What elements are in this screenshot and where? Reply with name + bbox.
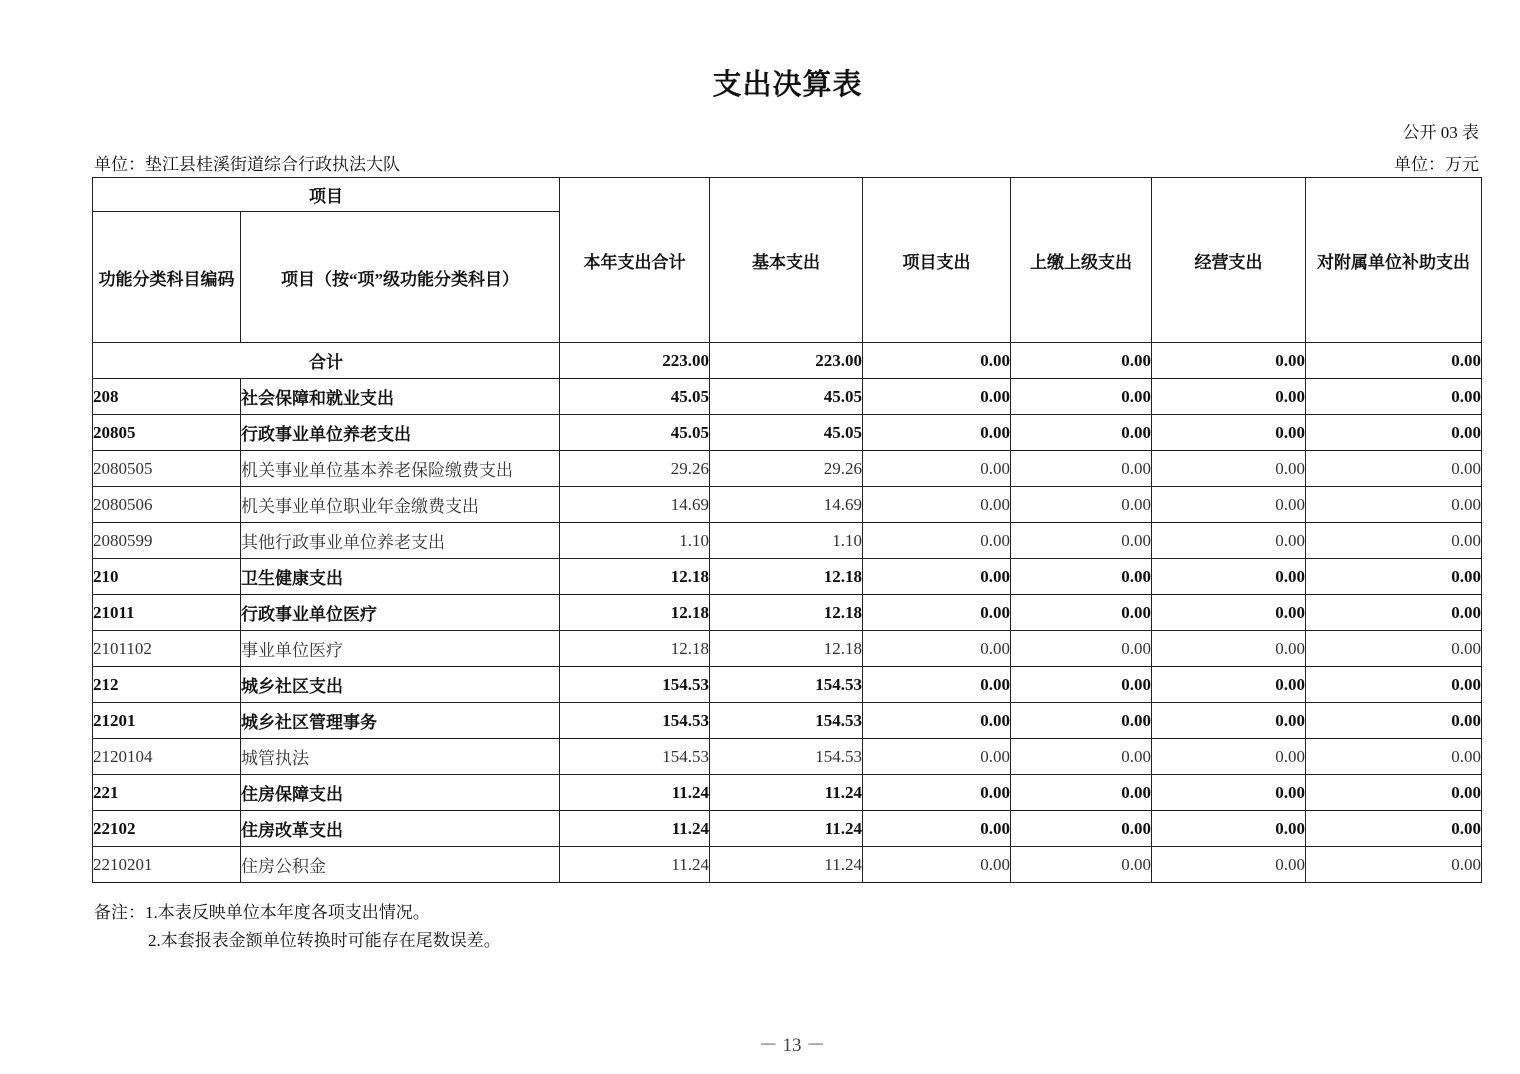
- amount-cell: 0.00: [1152, 415, 1306, 451]
- function-name-cell: 卫生健康支出: [241, 559, 560, 595]
- function-code-cell: 2120104: [93, 739, 241, 775]
- amount-cell: 12.18: [710, 559, 863, 595]
- amount-cell: 0.00: [863, 631, 1011, 667]
- header-group-project: 项目: [93, 178, 560, 212]
- table-row: [93, 523, 1482, 559]
- amount-cell: 0.00: [1011, 811, 1152, 847]
- table-row: [93, 667, 1482, 703]
- header-operating-expenditure: 经营支出: [1152, 178, 1306, 343]
- amount-cell: 0.00: [1306, 523, 1482, 559]
- total-cell: 223.00: [710, 343, 863, 379]
- amount-cell: 11.24: [560, 847, 710, 883]
- amount-cell: 0.00: [863, 523, 1011, 559]
- amount-cell: 12.18: [710, 595, 863, 631]
- amount-cell: 0.00: [1306, 703, 1482, 739]
- table-row: [93, 631, 1482, 667]
- amount-cell: 11.24: [560, 775, 710, 811]
- amount-cell: 0.00: [1011, 523, 1152, 559]
- amount-cell: 45.05: [560, 415, 710, 451]
- amount-cell: 0.00: [863, 379, 1011, 415]
- amount-cell: 0.00: [1011, 595, 1152, 631]
- amount-cell: 0.00: [1011, 703, 1152, 739]
- function-code-cell: 21201: [93, 703, 241, 739]
- amount-cell: 0.00: [863, 451, 1011, 487]
- currency-unit: 单位：万元: [1394, 155, 1479, 174]
- amount-cell: 0.00: [863, 703, 1011, 739]
- function-name-cell: 行政事业单位医疗: [241, 595, 560, 631]
- amount-cell: 45.05: [710, 415, 863, 451]
- amount-cell: 11.24: [710, 775, 863, 811]
- amount-cell: 0.00: [863, 559, 1011, 595]
- page-title: 支出决算表: [712, 69, 863, 101]
- function-name-cell: 城乡社区管理事务: [241, 703, 560, 739]
- function-code-cell: 22102: [93, 811, 241, 847]
- function-name-cell: 城管执法: [241, 739, 560, 775]
- amount-cell: 1.10: [710, 523, 863, 559]
- reporting-unit: 单位：垫江县桂溪街道综合行政执法大队: [94, 155, 400, 174]
- header-remit-superior: 上缴上级支出: [1011, 178, 1152, 343]
- amount-cell: 0.00: [1011, 379, 1152, 415]
- amount-cell: 0.00: [1306, 811, 1482, 847]
- amount-cell: 0.00: [1011, 559, 1152, 595]
- header-basic-expenditure: 基本支出: [710, 178, 863, 343]
- amount-cell: 154.53: [710, 739, 863, 775]
- amount-cell: 0.00: [1011, 775, 1152, 811]
- function-code-cell: 212: [93, 667, 241, 703]
- amount-cell: 0.00: [1011, 667, 1152, 703]
- header-subsidy-affiliates: 对附属单位补助支出: [1306, 178, 1482, 343]
- total-cell: 0.00: [1011, 343, 1152, 379]
- table-row: [93, 775, 1482, 811]
- amount-cell: 0.00: [1152, 847, 1306, 883]
- table-row: [93, 451, 1482, 487]
- function-name-cell: 住房公积金: [241, 847, 560, 883]
- function-code-cell: 208: [93, 379, 241, 415]
- amount-cell: 0.00: [1306, 775, 1482, 811]
- amount-cell: 0.00: [863, 847, 1011, 883]
- table-row: [93, 811, 1482, 847]
- table-row: [93, 739, 1482, 775]
- table-row: [93, 595, 1482, 631]
- amount-cell: 11.24: [710, 811, 863, 847]
- function-name-cell: 城乡社区支出: [241, 667, 560, 703]
- amount-cell: 0.00: [1152, 703, 1306, 739]
- amount-cell: 154.53: [710, 667, 863, 703]
- amount-cell: 0.00: [863, 775, 1011, 811]
- function-name-cell: 行政事业单位养老支出: [241, 415, 560, 451]
- amount-cell: 0.00: [1011, 847, 1152, 883]
- amount-cell: 0.00: [1152, 595, 1306, 631]
- amount-cell: 45.05: [710, 379, 863, 415]
- amount-cell: 0.00: [863, 487, 1011, 523]
- amount-cell: 0.00: [1306, 739, 1482, 775]
- function-name-cell: 住房保障支出: [241, 775, 560, 811]
- table-body: [93, 343, 1482, 883]
- function-code-cell: 221: [93, 775, 241, 811]
- amount-cell: 0.00: [1306, 559, 1482, 595]
- function-code-cell: 21011: [93, 595, 241, 631]
- table-row: [93, 847, 1482, 883]
- amount-cell: 0.00: [1152, 523, 1306, 559]
- amount-cell: 0.00: [1152, 631, 1306, 667]
- amount-cell: 0.00: [1152, 667, 1306, 703]
- total-cell: 0.00: [863, 343, 1011, 379]
- amount-cell: 29.26: [560, 451, 710, 487]
- amount-cell: 0.00: [1306, 667, 1482, 703]
- amount-cell: 11.24: [560, 811, 710, 847]
- amount-cell: 0.00: [1152, 451, 1306, 487]
- header-function-code: 功能分类科目编码: [93, 212, 241, 343]
- amount-cell: 0.00: [1152, 739, 1306, 775]
- amount-cell: 0.00: [863, 667, 1011, 703]
- amount-cell: 0.00: [1152, 775, 1306, 811]
- page-number: － 13 －: [758, 1035, 826, 1056]
- amount-cell: 12.18: [710, 631, 863, 667]
- amount-cell: 14.69: [560, 487, 710, 523]
- function-name-cell: 社会保障和就业支出: [241, 379, 560, 415]
- amount-cell: 0.00: [1011, 415, 1152, 451]
- header-function-name: 项目（按“项”级功能分类科目）: [241, 212, 560, 343]
- amount-cell: 0.00: [1011, 451, 1152, 487]
- amount-cell: 0.00: [863, 739, 1011, 775]
- function-code-cell: 2080599: [93, 523, 241, 559]
- amount-cell: 154.53: [560, 739, 710, 775]
- function-name-cell: 机关事业单位基本养老保险缴费支出: [241, 451, 560, 487]
- amount-cell: 0.00: [1306, 595, 1482, 631]
- table-row: [93, 487, 1482, 523]
- amount-cell: 1.10: [560, 523, 710, 559]
- header-project-expenditure: 项目支出: [863, 178, 1011, 343]
- amount-cell: 0.00: [863, 595, 1011, 631]
- amount-cell: 0.00: [1306, 415, 1482, 451]
- amount-cell: 0.00: [1306, 379, 1482, 415]
- amount-cell: 0.00: [863, 415, 1011, 451]
- expenditure-table: [92, 177, 1482, 883]
- amount-cell: 11.24: [710, 847, 863, 883]
- function-name-cell: 其他行政事业单位养老支出: [241, 523, 560, 559]
- function-code-cell: 2080505: [93, 451, 241, 487]
- header-total-expenditure: 本年支出合计: [560, 178, 710, 343]
- amount-cell: 0.00: [1306, 451, 1482, 487]
- table-row: [93, 703, 1482, 739]
- table-row: [93, 379, 1482, 415]
- amount-cell: 12.18: [560, 559, 710, 595]
- amount-cell: 0.00: [1011, 487, 1152, 523]
- amount-cell: 0.00: [1152, 811, 1306, 847]
- total-cell: 223.00: [560, 343, 710, 379]
- amount-cell: 12.18: [560, 595, 710, 631]
- function-name-cell: 住房改革支出: [241, 811, 560, 847]
- function-code-cell: 20805: [93, 415, 241, 451]
- amount-cell: 29.26: [710, 451, 863, 487]
- amount-cell: 0.00: [1011, 631, 1152, 667]
- function-code-cell: 2101102: [93, 631, 241, 667]
- function-code-cell: 2210201: [93, 847, 241, 883]
- amount-cell: 45.05: [560, 379, 710, 415]
- total-label: 合计: [93, 343, 560, 379]
- amount-cell: 0.00: [1152, 559, 1306, 595]
- table-row: [93, 559, 1482, 595]
- amount-cell: 0.00: [863, 811, 1011, 847]
- function-code-cell: 210: [93, 559, 241, 595]
- amount-cell: 154.53: [560, 667, 710, 703]
- footnote-2: 2.本套报表金额单位转换时可能存在尾数误差。: [148, 931, 501, 950]
- amount-cell: 154.53: [710, 703, 863, 739]
- amount-cell: 0.00: [1011, 739, 1152, 775]
- amount-cell: 0.00: [1152, 487, 1306, 523]
- function-name-cell: 机关事业单位职业年金缴费支出: [241, 487, 560, 523]
- amount-cell: 12.18: [560, 631, 710, 667]
- amount-cell: 0.00: [1306, 487, 1482, 523]
- table-row: [93, 415, 1482, 451]
- total-cell: 0.00: [1306, 343, 1482, 379]
- amount-cell: 0.00: [1152, 379, 1306, 415]
- amount-cell: 14.69: [710, 487, 863, 523]
- function-name-cell: 事业单位医疗: [241, 631, 560, 667]
- footnote-1: 备注：1.本表反映单位本年度各项支出情况。: [94, 903, 430, 922]
- total-cell: 0.00: [1152, 343, 1306, 379]
- amount-cell: 0.00: [1306, 631, 1482, 667]
- form-number: 公开 03 表: [1402, 123, 1479, 142]
- amount-cell: 154.53: [560, 703, 710, 739]
- total-row: [93, 343, 1482, 379]
- function-code-cell: 2080506: [93, 487, 241, 523]
- amount-cell: 0.00: [1306, 847, 1482, 883]
